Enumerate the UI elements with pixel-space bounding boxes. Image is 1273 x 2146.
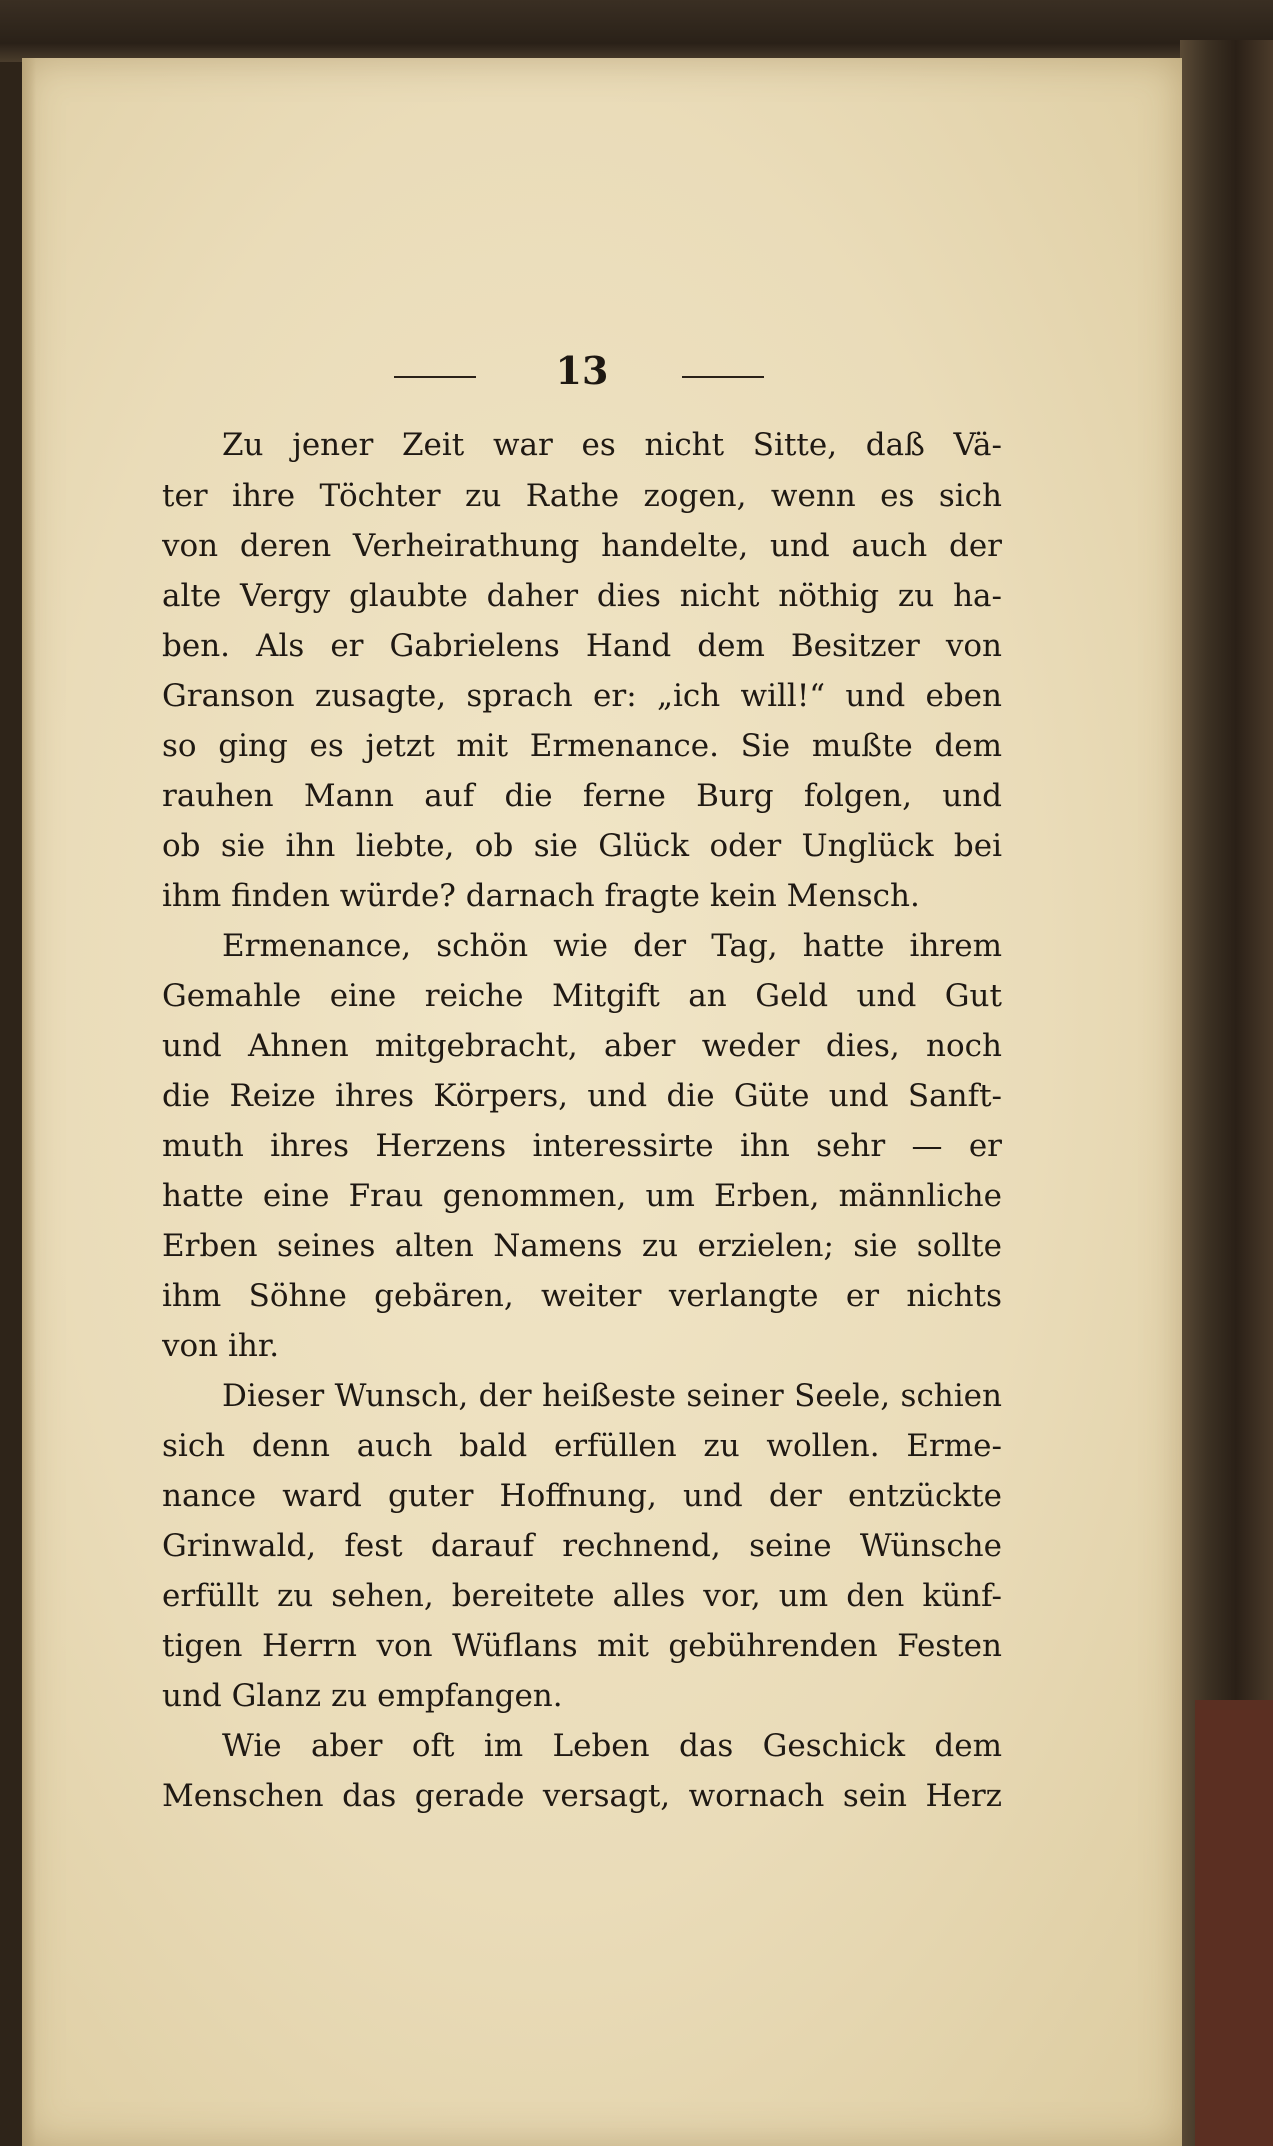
text-line: alte Vergy glaubte daher dies nicht nöthig zu ha- <box>162 578 1002 614</box>
book-page <box>22 58 1182 2146</box>
text-line: die Reize ihres Körpers, und die Güte und Sanft- <box>162 1078 1002 1114</box>
text-line: Gemahle eine reiche Mitgift an Geld und Gut <box>162 978 1002 1014</box>
text-line: ihm Söhne gebären, weiter verlangte er nichts <box>162 1278 1002 1314</box>
text-line: Ermenance, schön wie der Tag, hatte ihrem <box>222 928 1002 964</box>
text-line: so ging es jetzt mit Ermenance. Sie mußte dem <box>162 728 1002 764</box>
text-line: hatte eine Frau genommen, um Erben, männliche <box>162 1178 1002 1214</box>
page-number: 13 <box>555 348 609 393</box>
text-line: Wie aber oft im Leben das Geschick dem <box>222 1728 1002 1764</box>
text-line: tigen Herrn von Wüflans mit gebührenden Festen <box>162 1628 1002 1664</box>
text-line: sich denn auch bald erfüllen zu wollen. Erme- <box>162 1428 1002 1464</box>
header-dash-left <box>394 376 476 378</box>
text-line: Dieser Wunsch, der heißeste seiner Seele, schien <box>222 1378 1002 1414</box>
text-line: Grinwald, fest darauf rechnend, seine Wünsche <box>162 1528 1002 1564</box>
header-dash-right <box>682 376 764 378</box>
text-line: von deren Verheirathung handelte, und auch der <box>162 528 1002 564</box>
text-line: Zu jener Zeit war es nicht Sitte, daß Vä- <box>222 427 1002 463</box>
text-line: erfüllt zu sehen, bereitete alles vor, um den künf- <box>162 1578 1002 1614</box>
text-line: nance ward guter Hoffnung, und der entzückte <box>162 1478 1002 1514</box>
text-line: Granson zusagte, sprach er: „ich will!“ und eben <box>162 678 1002 714</box>
page-header <box>22 346 1182 396</box>
text-line: und Ahnen mitgebracht, aber weder dies, noch <box>162 1028 1002 1064</box>
text-line: ben. Als er Gabrielens Hand dem Besitzer von <box>162 628 1002 664</box>
text-line: rauhen Mann auf die ferne Burg folgen, und <box>162 778 1002 814</box>
text-line: ter ihre Töchter zu Rathe zogen, wenn es sich <box>162 478 1002 514</box>
text-line: und Glanz zu empfangen. <box>162 1678 563 1714</box>
text-line: von ihr. <box>162 1328 280 1364</box>
text-line: Erben seines alten Namens zu erzielen; sie sollte <box>162 1228 1002 1264</box>
text-line: Menschen das gerade versagt, wornach sein Herz <box>162 1778 1002 1814</box>
text-line: ihm finden würde? darnach fragte kein Mensch. <box>162 878 920 914</box>
text-line: muth ihres Herzens interessirte ihn sehr — er <box>162 1128 1002 1164</box>
book-cover-corner <box>1195 1700 1273 2146</box>
text-line: ob sie ihn liebte, ob sie Glück oder Unglück bei <box>162 828 1002 864</box>
book-edge-top <box>0 0 1273 62</box>
